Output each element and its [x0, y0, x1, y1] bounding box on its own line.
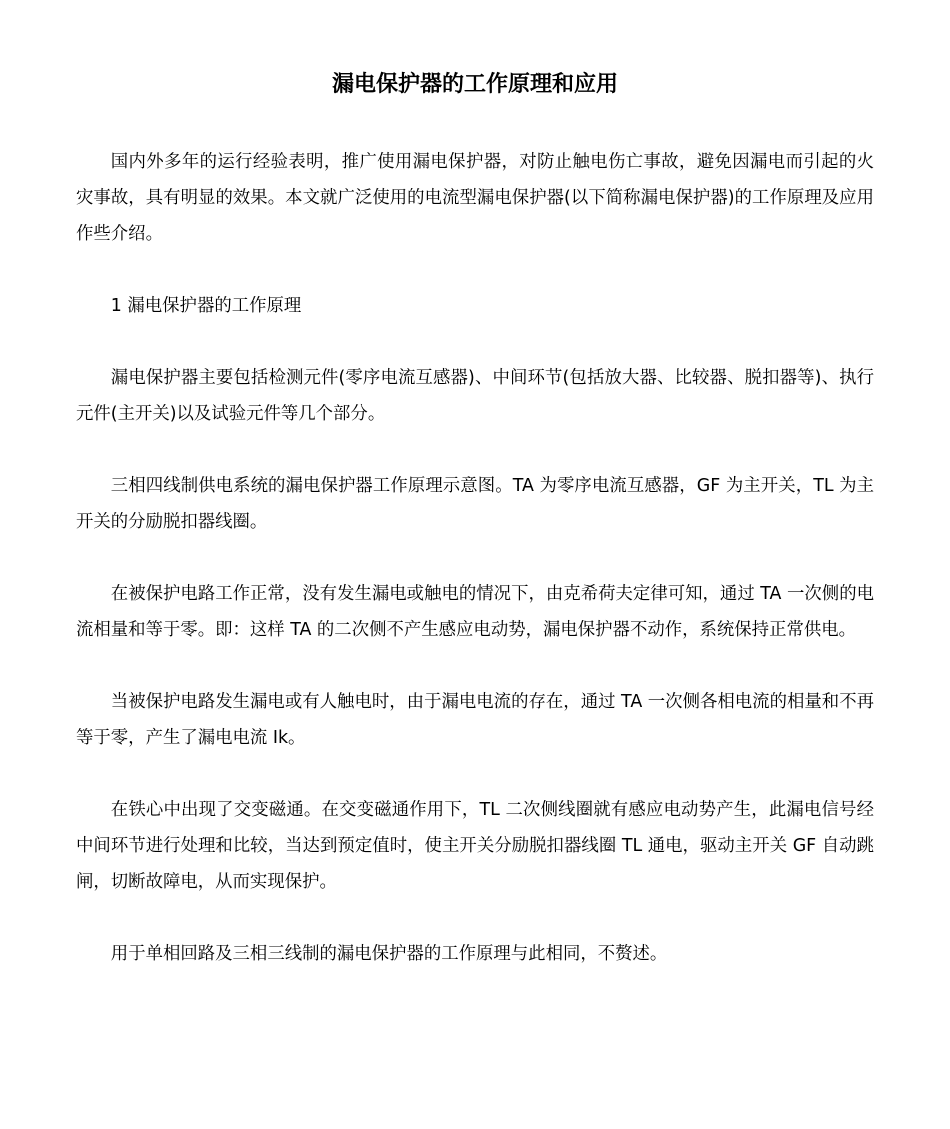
section-heading: 1 漏电保护器的工作原理 — [110, 296, 302, 316]
paragraph-components: 漏电保护器主要包括检测元件(零序电流互感器)、中间环节(包括放大器、比较器、脱扣器等)、执行元件(主开关)以及试验元件等几个部分。 — [76, 368, 874, 424]
paragraph-tripping: 在铁心中出现了交变磁通。在交变磁通作用下，TL 二次侧线圈就有感应电动势产生，此漏电信号经中间环节进行处理和比较，当达到预定值时，使主开关分励脱扣器线圈 TL 通电，驱动主开关 GF 自动跳闸，切断故障电，从而实现保护。 — [76, 800, 874, 892]
paragraph-intro: 国内外多年的运行经验表明，推广使用漏电保护器，对防止触电伤亡事故，避免因漏电而引起的火灾事故，具有明显的效果。本文就广泛使用的电流型漏电保护器(以下简称漏电保护器)的工作原理及应用作些介绍。 — [76, 152, 874, 244]
paragraph-single-phase: 用于单相回路及三相三线制的漏电保护器的工作原理与此相同，不赘述。 — [110, 944, 668, 964]
paragraph-normal-operation: 在被保护电路工作正常，没有发生漏电或触电的情况下，由克希荷夫定律可知，通过 TA 一次侧的电流相量和等于零。即：这样 TA 的二次侧不产生感应电动势，漏电保护器不动作，系统保持正常供电。 — [76, 584, 874, 640]
document-body — [76, 144, 874, 972]
paragraph-leakage: 当被保护电路发生漏电或有人触电时，由于漏电电流的存在，通过 TA 一次侧各相电流的相量和不再等于零，产生了漏电电流 Ik。 — [76, 692, 874, 748]
document-title: 漏电保护器的工作原理和应用 — [331, 72, 618, 97]
paragraph-schematic: 三相四线制供电系统的漏电保护器工作原理示意图。TA 为零序电流互感器，GF 为主开关，TL 为主开关的分励脱扣器线圈。 — [76, 476, 874, 532]
